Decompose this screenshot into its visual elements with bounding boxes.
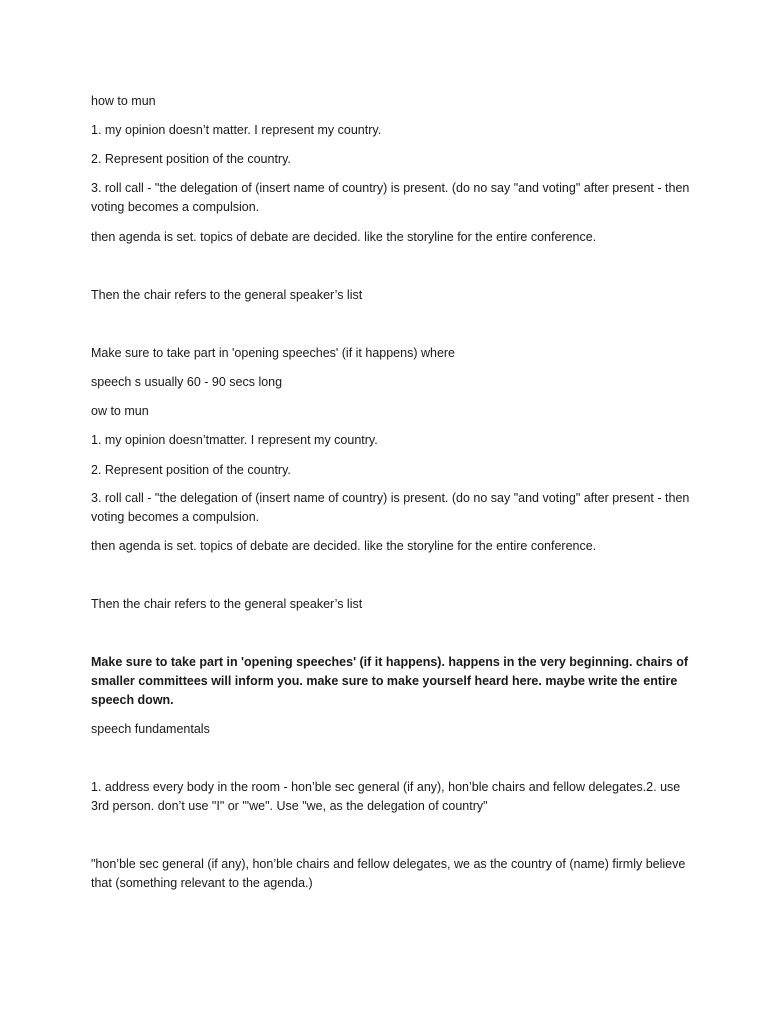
paragraph: "hon’ble sec general (if any), hon’ble chairs and fellow delegates, we as the country of (name) firmly believe that (something relevant to the agenda.) xyxy=(91,857,686,890)
paragraph: 1. my opinion doesn’t matter. I represent my country. xyxy=(91,123,382,137)
paragraph: Then the chair refers to the general speaker’s list xyxy=(91,597,363,611)
paragraph: 3. roll call - "the delegation of (insert name of country) is present. (do no say "and voting" after present - then voting becomes a compulsion. xyxy=(91,181,690,214)
paragraph: 3. roll call - "the delegation of (insert name of country) is present. (do no say "and voting" after present - then voting becomes a compulsion. xyxy=(91,491,690,524)
paragraph-bold: Make sure to take part in 'opening speeches' (if it happens). happens in the very beginning. chairs of smaller committees will inform you. make sure to make yourself heard here. maybe write the entire speech down. xyxy=(91,655,689,707)
paragraph: 2. Represent position of the country. xyxy=(91,152,291,166)
paragraph: then agenda is set. topics of debate are decided. like the storyline for the entire conference. xyxy=(91,230,597,244)
paragraph: Make sure to take part in 'opening speeches' (if it happens) where xyxy=(91,346,456,360)
paragraph: speech s usually 60 - 90 secs long xyxy=(91,375,283,389)
paragraph: Then the chair refers to the general speaker’s list xyxy=(91,288,363,302)
paragraph: 1. my opinion doesn’tmatter. I represent my country. xyxy=(91,433,378,447)
paragraph: speech fundamentals xyxy=(91,722,210,736)
paragraph: then agenda is set. topics of debate are decided. like the storyline for the entire conference. xyxy=(91,539,597,553)
paragraph: 2. Represent position of the country. xyxy=(91,463,291,477)
paragraph: 1. address every body in the room - hon’ble sec general (if any), hon’ble chairs and fellow delegates.2. use 3rd person. don’t use "I" or "'we". Use "we, as the delegation of country" xyxy=(91,780,681,813)
paragraph: ow to mun xyxy=(91,404,149,418)
paragraph-title: how to mun xyxy=(91,94,156,108)
